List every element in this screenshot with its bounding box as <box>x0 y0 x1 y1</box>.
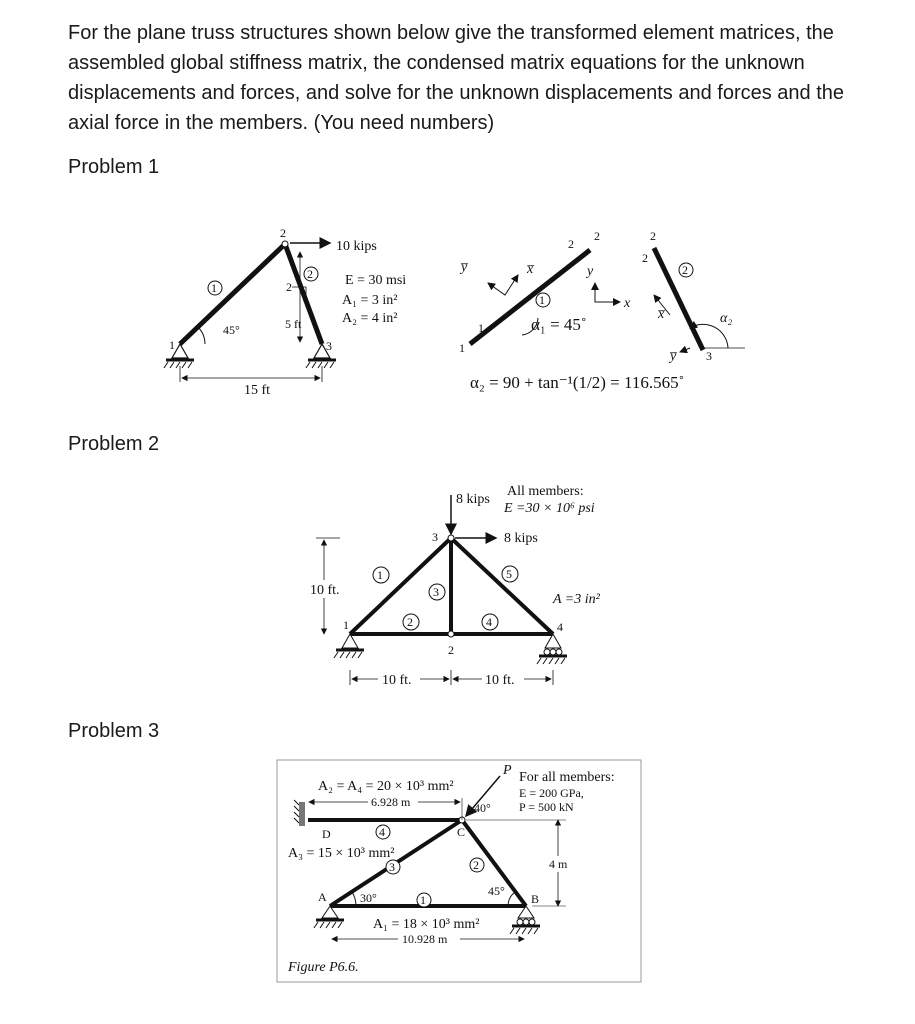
p1-x: x <box>624 296 631 311</box>
p1-alpha1: α₁ = 45˚ <box>531 315 587 334</box>
p1-alpha2: α₂ <box>720 311 733 326</box>
p3-A1: A₁ = 18 × 10³ mm² <box>373 917 480 932</box>
p1-load: 10 kips <box>336 239 377 254</box>
p1-node-3: 3 <box>326 339 332 353</box>
p1-slope-2: 2 <box>286 280 292 294</box>
p1-e1-node1: 1 <box>459 341 465 355</box>
p2-member-3-label: 3 <box>433 585 439 599</box>
p3-P: P <box>503 763 512 778</box>
p1-e1-label: 1 <box>539 293 545 307</box>
p1-elem-2 <box>654 248 703 350</box>
p1-E: E = 30 msi <box>345 273 407 288</box>
p3-angle-45: 45° <box>488 884 505 898</box>
p3-height: 4 m <box>549 857 568 871</box>
p1-node-2: 2 <box>280 226 286 240</box>
p1-alpha2-eq: α₂ = 90 + tan⁻¹(1/2) = 116.565˚ <box>470 373 685 392</box>
p3-A2A4: A₂ = A₄ = 20 × 10³ mm² <box>318 779 454 794</box>
p1-A1: A₁ = 3 in² <box>342 293 398 308</box>
p3-node-A: A <box>318 890 327 904</box>
p2-support-4 <box>537 634 567 664</box>
p3-member-3-label: 3 <box>389 860 395 874</box>
p1-A2: A₂ = 4 in² <box>342 311 398 326</box>
p3-member-4-label: 4 <box>379 825 385 839</box>
p2-span-1: 10 ft. <box>382 673 412 688</box>
p1-e2-node2: 2 <box>650 229 656 243</box>
p1-member-1-label: 1 <box>211 281 217 295</box>
p1-e2-node3: 3 <box>706 349 712 363</box>
p1-slope-1: 1 <box>302 290 308 304</box>
p3-E: E = 200 GPa, <box>519 786 584 800</box>
p3-bot-len: 10.928 m <box>402 932 448 946</box>
p1-span: 15 ft <box>244 383 271 398</box>
p3-angle-30: 30° <box>360 891 377 905</box>
p3-for-all: For all members: <box>519 770 615 785</box>
p3-P-val: P = 500 kN <box>519 800 574 814</box>
p2-member-1-label: 1 <box>377 568 383 582</box>
p2-member-5-label: 5 <box>506 567 512 581</box>
p3-member-1-label: 1 <box>420 893 426 907</box>
problem-3-label: Problem 3 <box>68 720 160 742</box>
problem-statement: For the plane truss structures shown below give the transformed element matrices, the assembled global stiffness matrix, the condensed matrix equations for the unknown displacements and forces, and solve for the unknown displacements and forces and the axial force in the members. (You need numbers) <box>68 22 845 134</box>
p2-hload: 8 kips <box>504 531 538 546</box>
p2-node-4: 4 <box>557 620 563 634</box>
p2-member-4-label: 4 <box>486 615 492 629</box>
p1-e2-ybar: y̅ <box>670 349 677 364</box>
p3-member-2-label: 2 <box>473 858 479 872</box>
p2-member-5 <box>451 538 553 634</box>
p2-member-2-label: 2 <box>407 615 413 629</box>
p1-height: 5 ft <box>285 317 302 331</box>
problem-2-figure <box>306 484 601 688</box>
p3-angle-40: 40° <box>474 801 491 815</box>
p1-ybar: y̅ <box>461 260 468 275</box>
p1-e1-node1b: 1 <box>478 321 484 335</box>
p2-vload: 8 kips <box>456 492 490 507</box>
p2-E: E =30 × 10⁶ psi <box>504 501 595 516</box>
p3-top-len: 6.928 m <box>371 795 411 809</box>
p2-node-2: 2 <box>448 643 454 657</box>
problem-3-figure <box>277 760 641 982</box>
p1-xbar: x̅ <box>527 262 534 277</box>
p1-y: y <box>587 264 594 279</box>
problem-2-label: Problem 2 <box>68 433 160 455</box>
p1-e1-node2: 2 <box>594 229 600 243</box>
p1-e2-xbar: x̅ <box>658 307 665 322</box>
p3-node-D: D <box>322 827 331 841</box>
p3-caption: Figure P6.6. <box>288 960 359 975</box>
p2-all-members: All members: <box>507 484 584 499</box>
p2-A: A =3 in² <box>553 592 600 607</box>
problem-1-label: Problem 1 <box>68 156 160 178</box>
p2-node-1: 1 <box>343 618 349 632</box>
p2-node-3: 3 <box>432 530 438 544</box>
p2-height: 10 ft. <box>310 583 340 598</box>
p2-support-1 <box>334 634 364 658</box>
p1-angle-45: 45° <box>223 323 240 337</box>
p1-e2-node2b: 2 <box>642 251 648 265</box>
p1-e1-node2a: 2 <box>568 237 574 251</box>
p1-member-2-label: 2 <box>307 267 313 281</box>
p3-A3: A₃ = 15 × 10³ mm² <box>288 846 395 861</box>
p1-node-1: 1 <box>169 338 175 352</box>
problem-1-figure <box>164 226 745 398</box>
p1-e2-label: 2 <box>682 263 688 277</box>
p2-span-2: 10 ft. <box>485 673 515 688</box>
p3-node-B: B <box>531 892 540 906</box>
p3-node-C: C <box>457 825 466 839</box>
